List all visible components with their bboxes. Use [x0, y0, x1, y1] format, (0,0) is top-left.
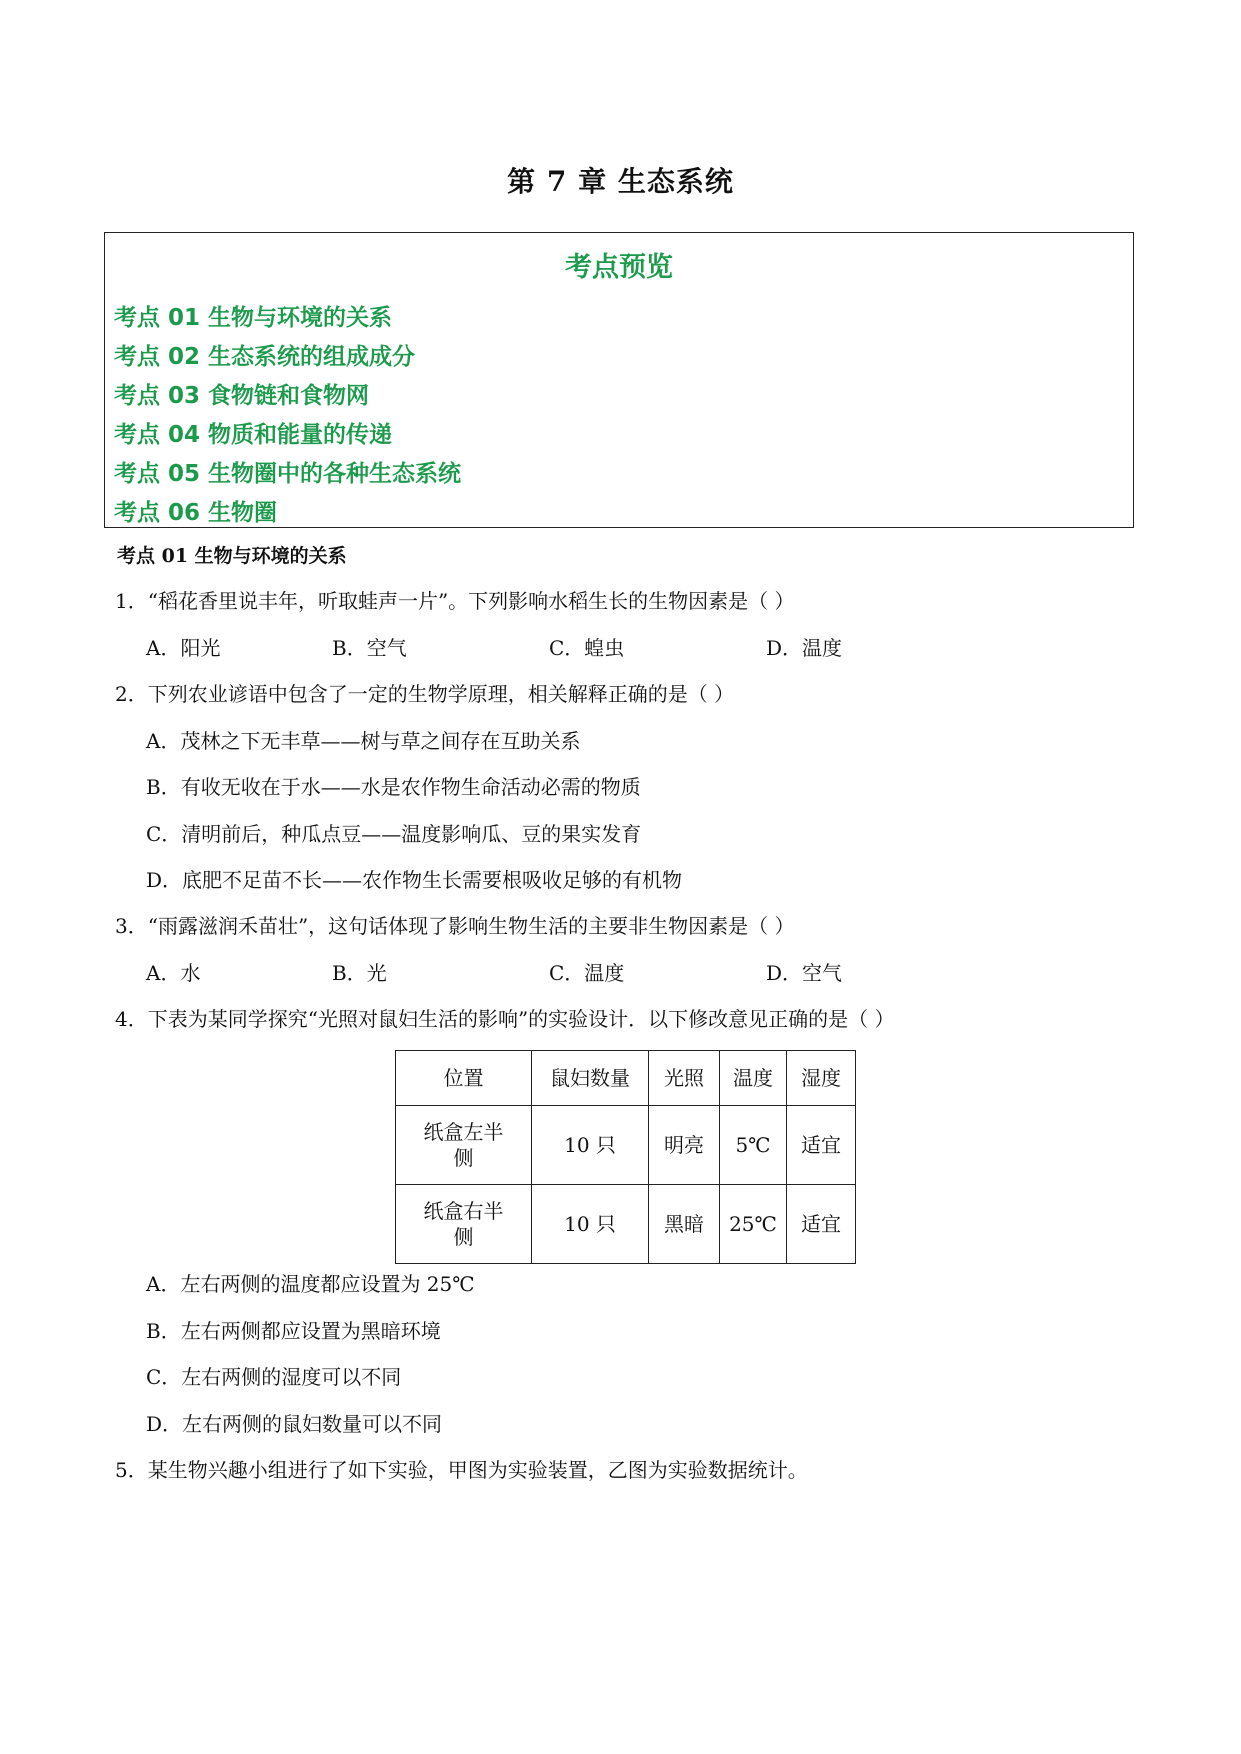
table-cell: 5℃ [720, 1106, 787, 1185]
table-cell: 纸盒左半侧 [396, 1106, 532, 1185]
table-row [396, 1106, 856, 1185]
question-3-option-c: C．温度 [549, 961, 625, 985]
question-1-option-b: B．空气 [332, 636, 407, 660]
question-1-option-c: C．蝗虫 [549, 636, 625, 660]
question-3-option-b: B．光 [332, 961, 387, 985]
question-4-option-b: B．左右两侧都应设置为黑暗环境 [146, 1319, 441, 1343]
question-1-option-a: A．阳光 [146, 636, 221, 660]
table-cell: 10 只 [532, 1106, 649, 1185]
question-2-option-a: A．茂林之下无丰草——树与草之间存在互助关系 [146, 729, 581, 753]
section-title: 考点 01 生物与环境的关系 [117, 545, 347, 567]
preview-item-02: 考点 02 生态系统的组成成分 [114, 344, 416, 370]
page-title: 第 7 章 生态系统 [507, 165, 734, 198]
table-cell: 10 只 [532, 1185, 649, 1264]
question-4-option-d: D．左右两侧的鼠妇数量可以不同 [146, 1412, 443, 1436]
preview-item-05: 考点 05 生物圈中的各种生态系统 [114, 461, 462, 487]
table-header-cell: 湿度 [787, 1051, 856, 1106]
preview-heading: 考点预览 [565, 252, 673, 283]
question-4-stem: 4．下表为某同学探究“光照对鼠妇生活的影响”的实验设计．以下修改意见正确的是（ ） [115, 1007, 895, 1031]
question-2-option-d: D．底肥不足苗不长——农作物生长需要根吸收足够的有机物 [146, 868, 683, 892]
preview-item-04: 考点 04 物质和能量的传递 [114, 422, 393, 448]
question-4-option-c: C．左右两侧的湿度可以不同 [146, 1365, 402, 1389]
preview-list [114, 299, 461, 533]
table-cell: 黑暗 [649, 1185, 720, 1264]
preview-item-01: 考点 01 生物与环境的关系 [114, 305, 393, 331]
table-header-cell: 鼠妇数量 [532, 1051, 649, 1106]
table-header-cell: 位置 [396, 1051, 532, 1106]
question-5-stem: 5．某生物兴趣小组进行了如下实验，甲图为实验装置，乙图为实验数据统计。 [115, 1458, 808, 1482]
question-1-option-d: D．温度 [766, 636, 843, 660]
table-row [396, 1185, 856, 1264]
question-2-option-c: C．清明前后，种瓜点豆——温度影响瓜、豆的果实发育 [146, 822, 642, 846]
preview-item-06: 考点 06 生物圈 [114, 500, 278, 526]
table-cell: 明亮 [649, 1106, 720, 1185]
table-cell: 适宜 [787, 1185, 856, 1264]
question-2-option-b: B．有收无收在于水——水是农作物生命活动必需的物质 [146, 775, 641, 799]
question-3-stem: 3．“雨露滋润禾苗壮”，这句话体现了影响生物生活的主要非生物因素是（ ） [115, 914, 795, 938]
question-3-option-a: A．水 [146, 961, 201, 985]
preview-item-03: 考点 03 食物链和食物网 [114, 383, 370, 409]
table-cell: 纸盒右半侧 [396, 1185, 532, 1264]
question-4-option-a: A．左右两侧的温度都应设置为 25℃ [146, 1272, 475, 1296]
question-1-stem: 1．“稻花香里说丰年，听取蛙声一片”。下列影响水稻生长的生物因素是（ ） [115, 589, 795, 613]
question-3-option-d: D．空气 [766, 961, 843, 985]
experiment-table [395, 1050, 856, 1264]
table-header-row [396, 1051, 856, 1106]
table-header-cell: 光照 [649, 1051, 720, 1106]
table-header-cell: 温度 [720, 1051, 787, 1106]
exam-points-preview-box [104, 232, 1134, 528]
table-cell: 适宜 [787, 1106, 856, 1185]
question-2-stem: 2．下列农业谚语中包含了一定的生物学原理，相关解释正确的是（ ） [115, 682, 735, 706]
table-cell: 25℃ [720, 1185, 787, 1264]
